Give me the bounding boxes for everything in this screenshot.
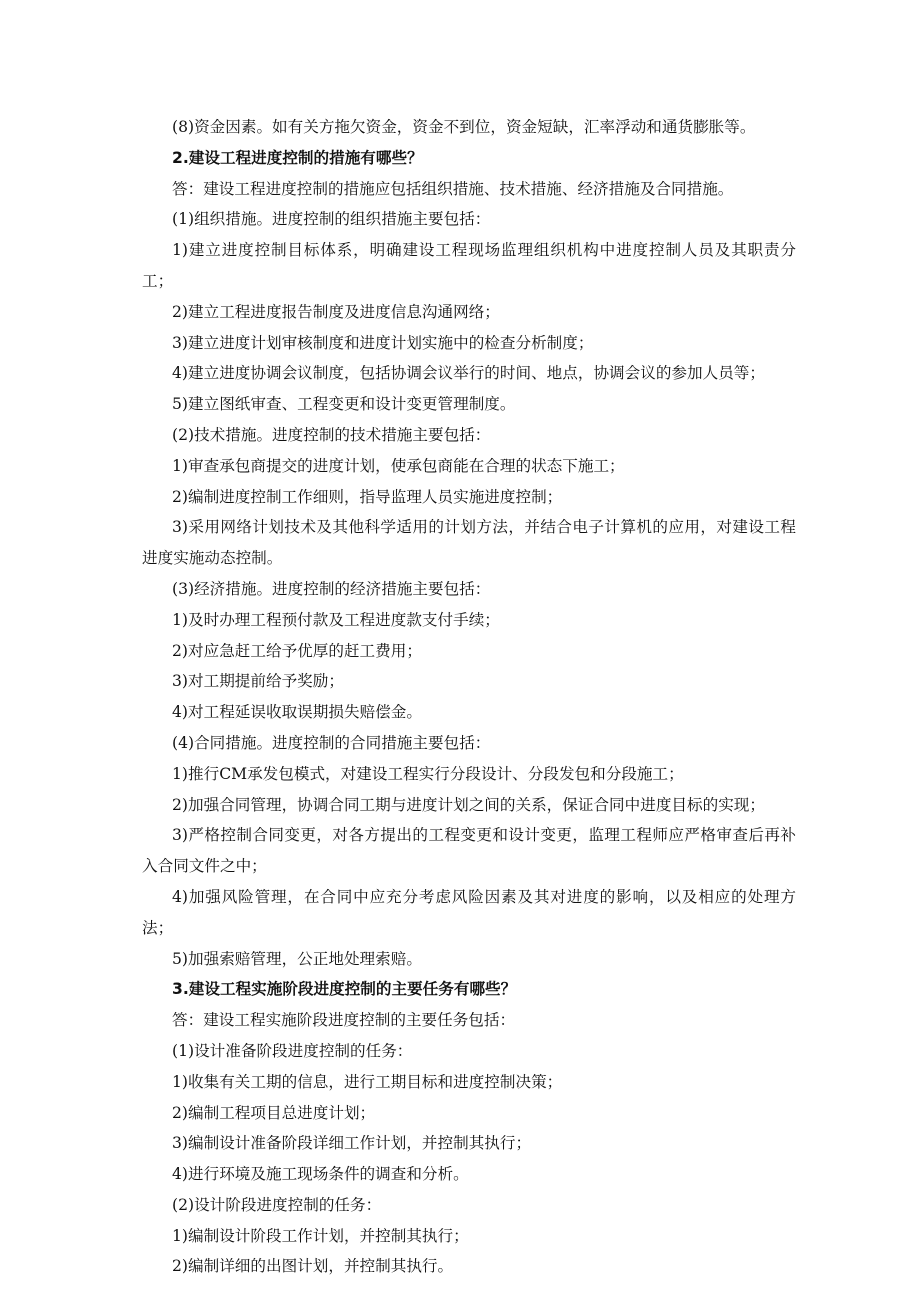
paragraph-line: 1)编制设计阶段工作计划，并控制其执行； bbox=[172, 1226, 469, 1245]
paragraph-line: 4)进行环境及施工现场条件的调查和分析。 bbox=[172, 1165, 469, 1184]
paragraph-line: 1)及时办理工程预付款及工程进度款支付手续； bbox=[172, 610, 500, 629]
paragraph-line: 3)编制设计准备阶段详细工作计划，并控制其执行； bbox=[172, 1134, 532, 1153]
paragraph-line: 5)建立图纸审查、工程变更和设计变更管理制度。 bbox=[172, 395, 516, 414]
answer-intro: 答：建设工程实施阶段进度控制的主要任务包括： bbox=[172, 1011, 516, 1030]
paragraph-line: 1)推行CM承发包模式，对建设工程实行分段设计、分段发包和分段施工； bbox=[172, 764, 684, 783]
section-heading: (2)设计阶段进度控制的任务： bbox=[172, 1195, 382, 1214]
paragraph-line: 3)严格控制合同变更，对各方提出的工程变更和设计变更，监理工程师应严格审查后再补入合同文件之中； bbox=[142, 826, 796, 876]
paragraph-line: 2)加强合同管理，协调合同工期与进度计划之间的关系，保证合同中进度目标的实现； bbox=[172, 795, 765, 814]
section-heading: (3)经济措施。进度控制的经济措施主要包括： bbox=[172, 579, 491, 598]
paragraph-line: 3)对工期提前给予奖励； bbox=[172, 672, 344, 691]
answer-intro: 答：建设工程进度控制的措施应包括组织措施、技术措施、经济措施及合同措施。 bbox=[172, 179, 734, 198]
section-heading: (2)技术措施。进度控制的技术措施主要包括： bbox=[172, 425, 491, 444]
question-heading: 3.建设工程实施阶段进度控制的主要任务有哪些？ bbox=[172, 980, 517, 999]
paragraph-line: 3)采用网络计划技术及其他科学适用的计划方法，并结合电子计算机的应用，对建设工程进度实施动态控制。 bbox=[142, 518, 796, 568]
paragraph-line: 5)加强索赔管理，公正地处理索赔。 bbox=[172, 949, 422, 968]
section-heading: (4)合同措施。进度控制的合同措施主要包括： bbox=[172, 733, 491, 752]
paragraph-line: 4)建立进度协调会议制度，包括协调会议举行的时间、地点，协调会议的参加人员等； bbox=[172, 364, 765, 383]
section-heading: (1)组织措施。进度控制的组织措施主要包括： bbox=[172, 210, 491, 229]
paragraph-line: 2)编制进度控制工作细则，指导监理人员实施进度控制； bbox=[172, 487, 563, 506]
paragraph-line: 3)建立进度计划审核制度和进度计划实施中的检查分析制度； bbox=[172, 333, 594, 352]
section-heading: (1)设计准备阶段进度控制的任务： bbox=[172, 1041, 413, 1060]
paragraph-line: 1)审查承包商提交的进度计划，使承包商能在合理的状态下施工； bbox=[172, 456, 625, 475]
paragraph-line: 4)加强风险管理，在合同中应充分考虑风险因素及其对进度的影响，以及相应的处理方法； bbox=[142, 887, 796, 937]
paragraph-line: 4)对工程延误收取误期损失赔偿金。 bbox=[172, 703, 422, 722]
paragraph-line: (8)资金因素。如有关方拖欠资金，资金不到位，资金短缺，汇率浮动和通货膨胀等。 bbox=[172, 118, 756, 136]
paragraph-line: 2)建立工程进度报告制度及进度信息沟通网络； bbox=[172, 302, 500, 321]
paragraph-line: 1)收集有关工期的信息，进行工期目标和进度控制决策； bbox=[172, 1072, 563, 1091]
question-heading: 2.建设工程进度控制的措施有哪些？ bbox=[172, 148, 423, 167]
paragraph-line: 2)编制详细的出图计划，并控制其执行。 bbox=[172, 1257, 454, 1276]
document-body bbox=[142, 112, 796, 1282]
paragraph-line: 2)对应急赶工给予优厚的赶工费用； bbox=[172, 641, 422, 660]
paragraph-line: 1)建立进度控制目标体系，明确建设工程现场监理组织机构中进度控制人员及其职责分工； bbox=[142, 241, 796, 290]
paragraph-line: 2)编制工程项目总进度计划； bbox=[172, 1103, 376, 1122]
